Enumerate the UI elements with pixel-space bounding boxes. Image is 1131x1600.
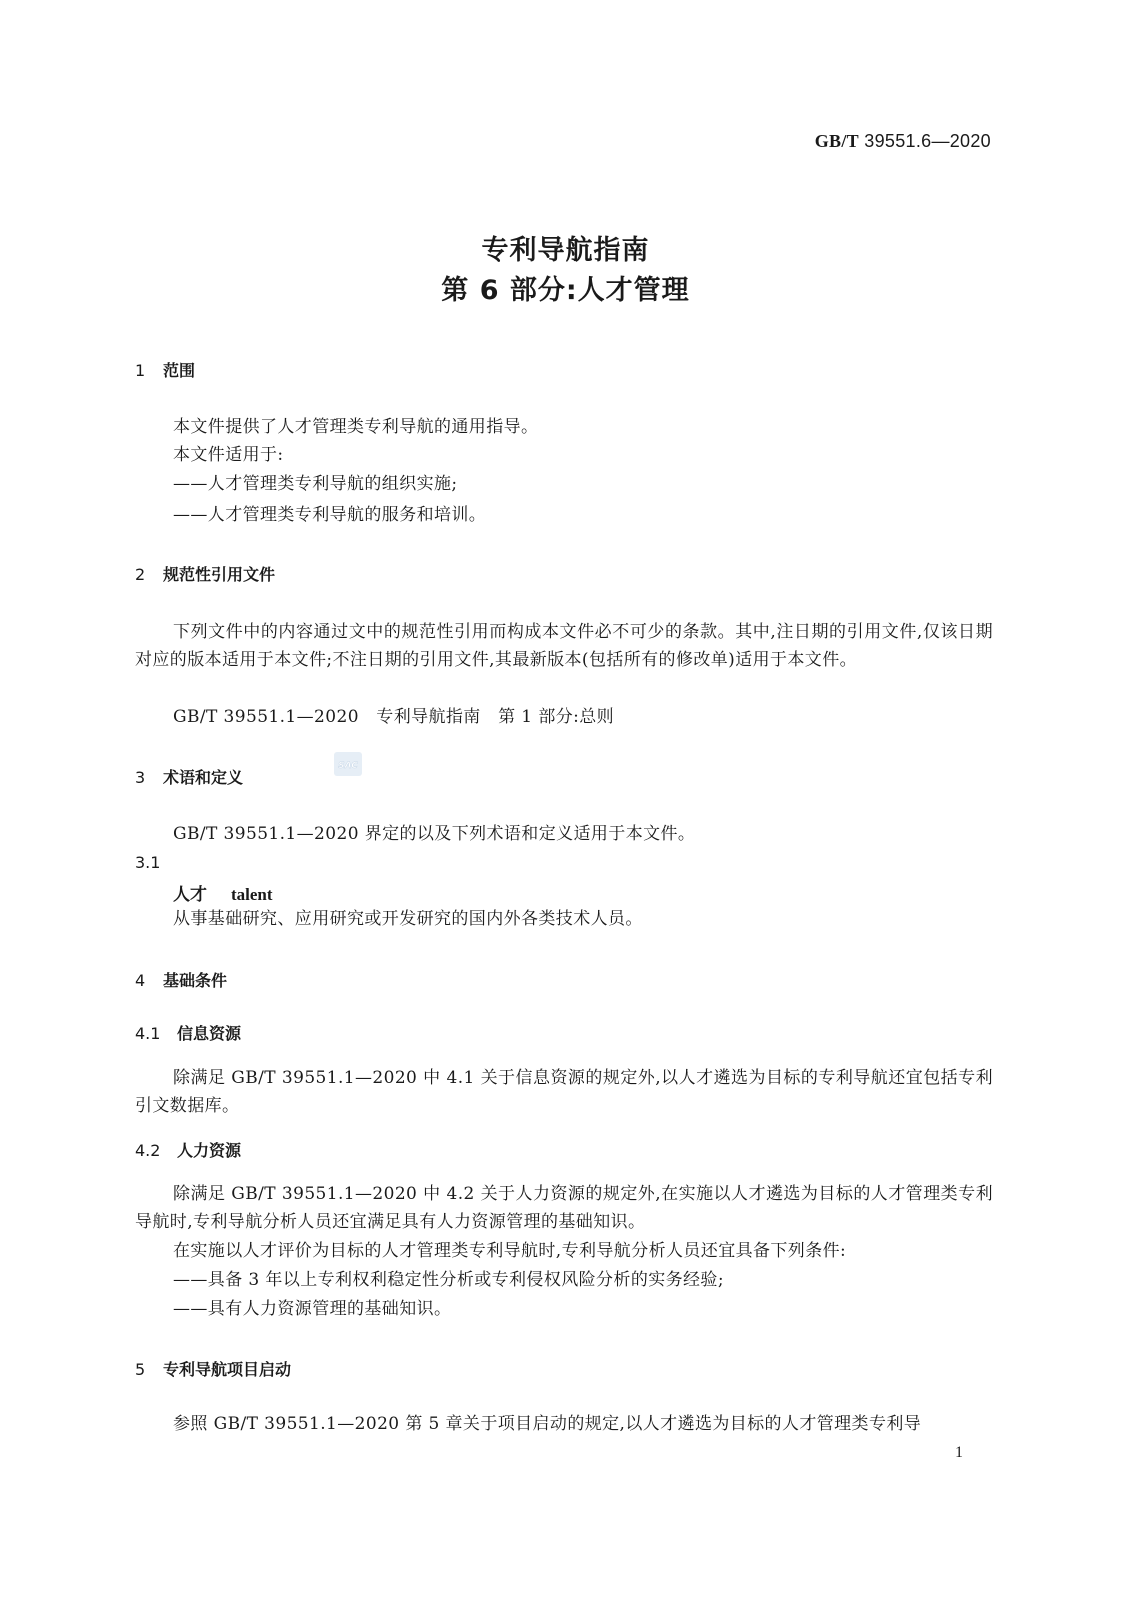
section-title: 术语和定义 [163, 768, 244, 787]
subsection-heading-4-1 [135, 1021, 241, 1044]
subsection-title: 信息资源 [177, 1024, 242, 1043]
term-chinese: 人才 [173, 885, 207, 905]
subsection-title: 人力资源 [177, 1141, 242, 1160]
term-entry [173, 880, 273, 905]
section-heading-1 [135, 358, 195, 381]
section-title: 规范性引用文件 [163, 565, 276, 584]
list-item: ——具有人力资源管理的基础知识。 [173, 1299, 452, 1319]
watermark-text: SAC [338, 761, 358, 771]
subsection-heading-4-2 [135, 1138, 241, 1161]
section-title: 基础条件 [163, 971, 228, 990]
term-number: 3.1 [135, 853, 161, 872]
paragraph: 本文件提供了人才管理类专利导航的通用指导。 [173, 417, 539, 437]
list-item: ——人才管理类专利导航的组织实施; [173, 474, 458, 494]
page-number: 1 [955, 1444, 963, 1461]
paragraph: GB/T 39551.1—2020 界定的以及下列术语和定义适用于本文件。 [173, 824, 696, 844]
section-heading-2 [135, 562, 275, 585]
document-subtitle: 第 6 部分:人才管理 [441, 275, 690, 306]
section-heading-5 [135, 1357, 291, 1380]
section-number: 4 [135, 971, 146, 990]
list-item: ——具备 3 年以上专利权利稳定性分析或专利侵权风险分析的实务经验; [173, 1270, 724, 1290]
paragraph: 除满足 GB/T 39551.1—2020 中 4.2 关于人力资源的规定外,在实施以人才遴选为目标的人才管理类专利导航时,专利导航分析人员还宜满足具有人力资源管理的基础知识。 [135, 1184, 993, 1232]
subsection-number: 4.1 [135, 1024, 161, 1043]
section-number: 2 [135, 565, 146, 584]
standard-code: 39551.6—2020 [864, 131, 991, 151]
paragraph: 除满足 GB/T 39551.1—2020 中 4.1 关于信息资源的规定外,以人才遴选为目标的专利导航还宜包括专利引文数据库。 [135, 1068, 993, 1116]
section-number: 1 [135, 361, 146, 380]
section-number: 5 [135, 1360, 146, 1379]
sac-watermark-logo [334, 752, 362, 776]
term-english: talent [231, 885, 273, 904]
section-title: 范围 [163, 361, 196, 380]
standard-number [815, 131, 991, 152]
section-title: 专利导航项目启动 [163, 1360, 292, 1379]
section-heading-3 [135, 765, 243, 788]
document-title: 专利导航指南 [481, 235, 650, 266]
paragraph: 下列文件中的内容通过文中的规范性引用而构成本文件必不可少的条款。其中,注日期的引用文件,仅该日期对应的版本适用于本文件;不注日期的引用文件,其最新版本(包括所有的修改单)适用于本文件。 [135, 622, 993, 670]
paragraph: 在实施以人才评价为目标的人才管理类专利导航时,专利导航分析人员还宜具备下列条件: [173, 1241, 847, 1261]
section-number: 3 [135, 768, 146, 787]
paragraph: 参照 GB/T 39551.1—2020 第 5 章关于项目启动的规定,以人才遴选为目标的人才管理类专利导 [173, 1414, 922, 1434]
section-heading-4 [135, 968, 227, 991]
term-definition: 从事基础研究、应用研究或开发研究的国内外各类技术人员。 [173, 909, 643, 929]
list-item: ——人才管理类专利导航的服务和培训。 [173, 505, 487, 525]
subsection-number: 4.2 [135, 1141, 161, 1160]
standard-prefix: GB/T [814, 131, 859, 151]
paragraph: 本文件适用于: [173, 445, 284, 465]
normative-reference: GB/T 39551.1—2020 专利导航指南 第 1 部分:总则 [173, 707, 615, 727]
